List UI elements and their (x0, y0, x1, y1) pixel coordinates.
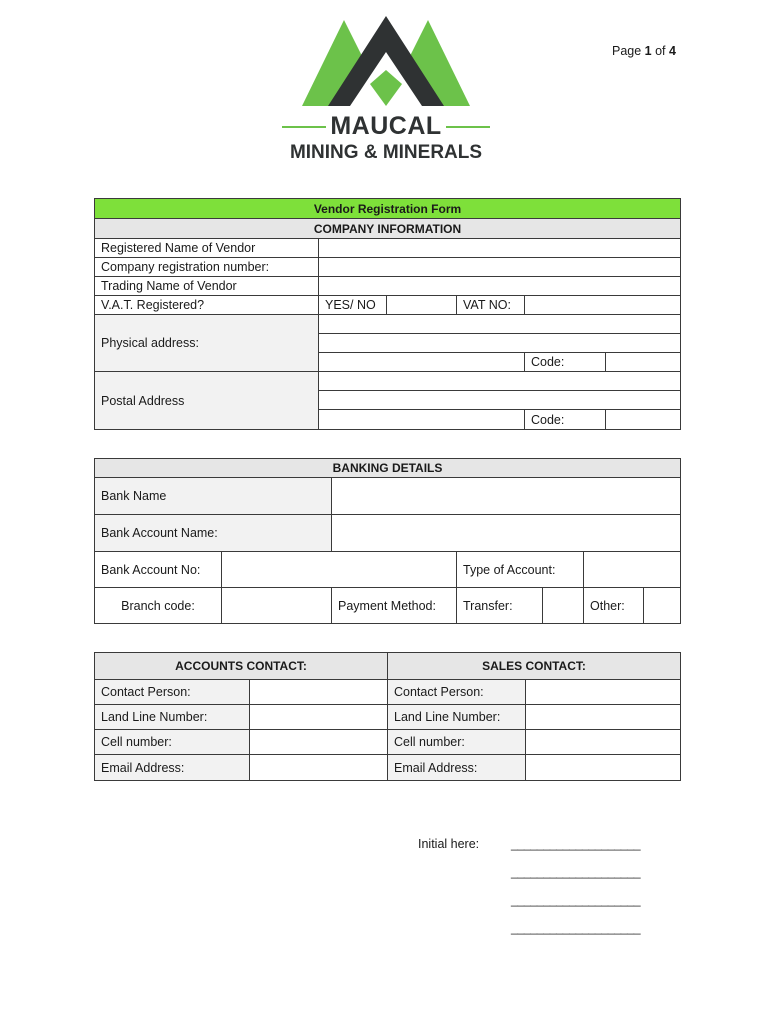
sales-cell-label: Cell number: (387, 729, 526, 755)
trading-name-field[interactable] (318, 276, 681, 296)
accounts-contact-person-field[interactable] (249, 679, 388, 705)
vat-registered-label: V.A.T. Registered? (94, 295, 319, 315)
page-number (612, 44, 676, 58)
form-title: Vendor Registration Form (94, 198, 681, 219)
account-no-label: Bank Account No: (94, 551, 222, 588)
account-type-field[interactable] (583, 551, 681, 588)
accounts-contact-person-label: Contact Person: (94, 679, 250, 705)
company-heading: COMPANY INFORMATION (94, 218, 681, 239)
registration-number-field[interactable] (318, 257, 681, 277)
bank-name-label: Bank Name (94, 477, 332, 515)
sales-contact-heading: SALES CONTACT: (387, 652, 681, 680)
bank-name-field[interactable] (331, 477, 681, 515)
registered-name-label: Registered Name of Vendor (94, 238, 319, 258)
other-checkbox[interactable] (643, 587, 681, 624)
registration-number-label: Company registration number: (94, 257, 319, 277)
vat-no-field[interactable] (524, 295, 681, 315)
sales-cell-field[interactable] (525, 729, 681, 755)
sales-land-line-field[interactable] (525, 704, 681, 730)
logo-line1: MAUCAL (330, 112, 442, 140)
sales-email-label: Email Address: (387, 754, 526, 781)
transfer-checkbox[interactable] (542, 587, 584, 624)
logo-line2: MINING & MINERALS (289, 142, 483, 163)
accounts-contact-heading: ACCOUNTS CONTACT: (94, 652, 388, 680)
logo-mark (280, 14, 492, 114)
vat-yes-no-field[interactable] (386, 295, 457, 315)
other-label: Other: (583, 587, 644, 624)
physical-address-line-3[interactable] (318, 352, 525, 372)
physical-code-label: Code: (524, 352, 606, 372)
initial-line-4[interactable]: ____________________ (511, 921, 641, 935)
sales-contact-person-field[interactable] (525, 679, 681, 705)
page-prefix: Page (612, 44, 645, 58)
page-total: 4 (669, 44, 676, 58)
accounts-cell-field[interactable] (249, 729, 388, 755)
account-name-field[interactable] (331, 514, 681, 552)
postal-address-label: Postal Address (94, 371, 319, 430)
initial-label: Initial here: (418, 837, 480, 851)
postal-code-label: Code: (524, 409, 606, 430)
registered-name-field[interactable] (318, 238, 681, 258)
physical-address-line-1[interactable] (318, 314, 681, 334)
payment-method-label: Payment Method: (331, 587, 457, 624)
postal-code-field[interactable] (605, 409, 681, 430)
postal-address-line-1[interactable] (318, 371, 681, 391)
account-name-label: Bank Account Name: (94, 514, 332, 552)
page-current: 1 (644, 44, 652, 58)
accounts-land-line-field[interactable] (249, 704, 388, 730)
transfer-label: Transfer: (456, 587, 543, 624)
initial-line-1[interactable]: ____________________ (511, 837, 641, 851)
accounts-email-label: Email Address: (94, 754, 250, 781)
physical-address-line-2[interactable] (318, 333, 681, 353)
company-logo (280, 14, 492, 164)
initial-line-3[interactable]: ____________________ (511, 893, 641, 907)
vat-yes-no: YES/ NO (318, 295, 387, 315)
page-of: of (651, 44, 669, 58)
banking-heading: BANKING DETAILS (94, 458, 681, 478)
sales-land-line-label: Land Line Number: (387, 704, 526, 730)
postal-address-line-2[interactable] (318, 390, 681, 410)
sales-email-field[interactable] (525, 754, 681, 781)
sales-contact-person-label: Contact Person: (387, 679, 526, 705)
account-no-field[interactable] (221, 551, 457, 588)
accounts-email-field[interactable] (249, 754, 388, 781)
postal-address-line-3[interactable] (318, 409, 525, 430)
initial-line-2[interactable]: ____________________ (511, 865, 641, 879)
vat-no-label: VAT NO: (456, 295, 525, 315)
accounts-land-line-label: Land Line Number: (94, 704, 250, 730)
physical-address-label: Physical address: (94, 314, 319, 372)
physical-code-field[interactable] (605, 352, 681, 372)
trading-name-label: Trading Name of Vendor (94, 276, 319, 296)
account-type-label: Type of Account: (456, 551, 584, 588)
accounts-cell-label: Cell number: (94, 729, 250, 755)
branch-code-field[interactable] (221, 587, 332, 624)
branch-code-label: Branch code: (94, 587, 222, 624)
